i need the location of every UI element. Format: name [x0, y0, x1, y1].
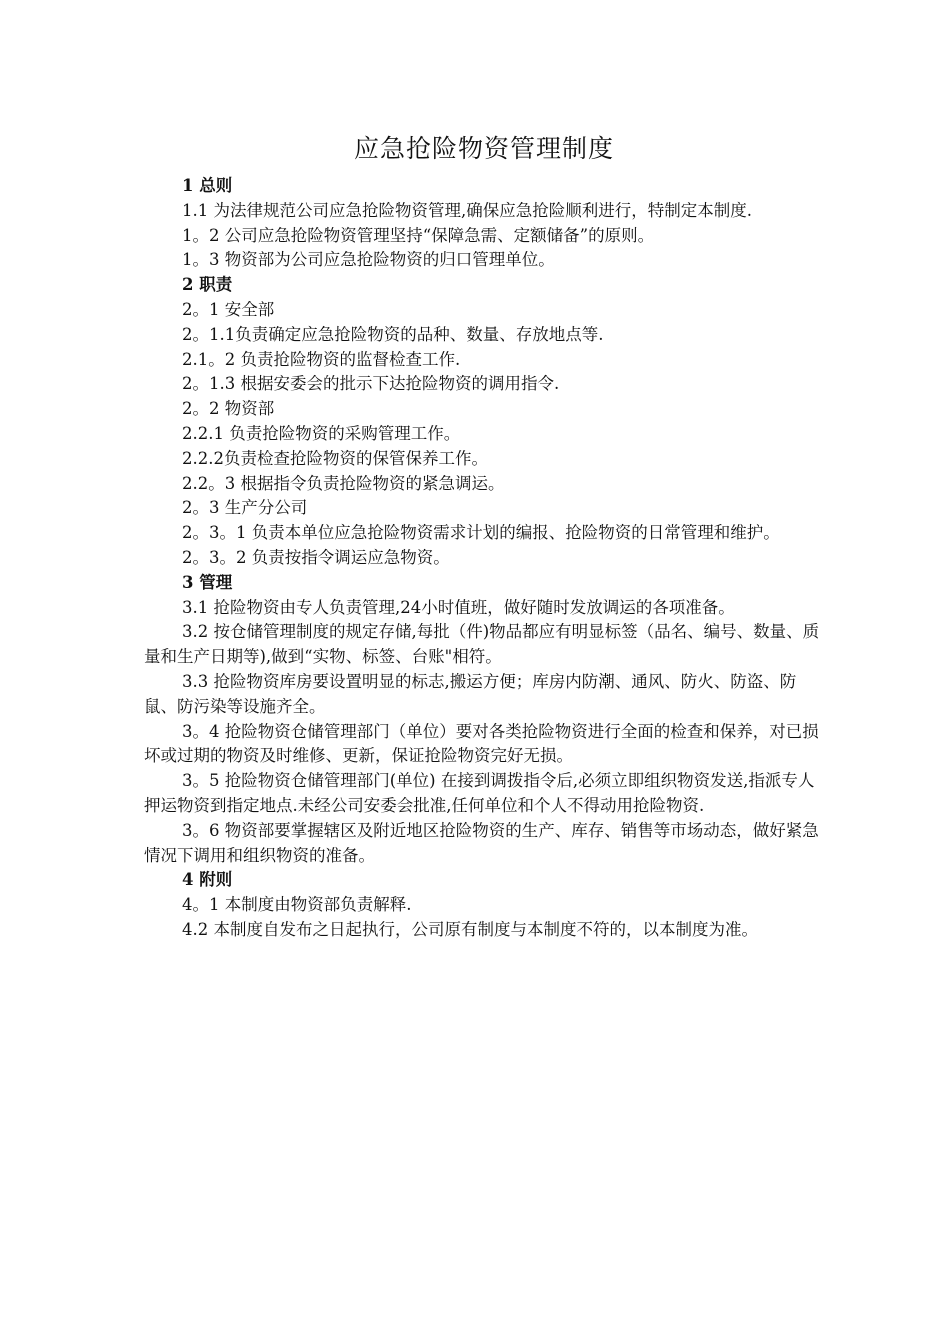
paragraph: 2。3 生产分公司 [182, 498, 308, 518]
paragraph: 1。2 公司应急抢险物资管理坚持“保障急需、定额储备”的原则。 [182, 225, 655, 245]
paragraph: 1。3 物资部为公司应急抢险物资的归口管理单位。 [182, 250, 555, 270]
paragraph: 2。1.1负责确定应急抢险物资的品种、数量、存放地点等. [182, 324, 604, 344]
paragraph: 4.2 本制度自发布之日起执行，公司原有制度与本制度不符的，以本制度为准。 [182, 919, 758, 939]
paragraph: 3.1 抢险物资由专人负责管理,24小时值班，做好随时发放调运的各项准备。 [182, 597, 735, 617]
paragraph: 2.2.2负责检查抢险物资的保管保养工作。 [182, 448, 488, 468]
paragraph: 2.1。2 负责抢险物资的监督检查工作. [182, 349, 461, 369]
paragraph: 2。3。1 负责本单位应急抢险物资需求计划的编报、抢险物资的日常管理和维护。 [182, 523, 780, 543]
paragraph: 4。1 本制度由物资部负责解释. [182, 895, 412, 915]
paragraph: 3。5 抢险物资仓储管理部门(单位) 在接到调拨指令后,必须立即组织物资发送,指派专人押运物资到指定地点.未经公司安委会批准,任何单位和个人不得动用抢险物资. [144, 771, 815, 815]
paragraph: 1.1 为法律规范公司应急抢险物资管理,确保应急抢险顺利进行，特制定本制度. [182, 200, 752, 220]
section-heading: 1 总则 [182, 176, 233, 195]
section-heading: 3 管理 [182, 572, 233, 592]
paragraph: 3.2 按仓储管理制度的规定存储,每批（件)物品都应有明显标签（品名、编号、数量、质量和生产日期等),做到“实物、标签、台账"相符。 [144, 622, 820, 667]
paragraph: 2.2.1 负责抢险物资的采购管理工作。 [182, 423, 461, 443]
paragraph: 3。4 抢险物资仓储管理部门（单位）要对各类抢险物资进行全面的检查和保养，对已损坏或过期的物资及时维修、更新，保证抢险物资完好无损。 [144, 721, 819, 766]
paragraph: 2.2。3 根据指令负责抢险物资的紧急调运。 [182, 473, 505, 493]
paragraph: 3.3 抢险物资库房要设置明显的标志,搬运方便；库房内防潮、通风、防火、防盗、防鼠、防污染等设施齐全。 [144, 671, 797, 716]
paragraph: 2。3。2 负责按指令调运应急物资。 [182, 547, 450, 567]
paragraph: 3。6 物资部要掌握辖区及附近地区抢险物资的生产、库存、销售等市场动态，做好紧急情况下调用和组织物资的准备。 [144, 820, 819, 865]
section-heading: 4 附则 [182, 870, 233, 890]
paragraph: 2。2 物资部 [182, 399, 275, 419]
document-page [144, 130, 824, 943]
paragraph: 2。1 安全部 [182, 299, 275, 319]
section-heading: 2 职责 [182, 275, 233, 295]
document-title: 应急抢险物资管理制度 [353, 134, 614, 163]
paragraph: 2。1.3 根据安委会的批示下达抢险物资的调用指令. [182, 374, 560, 394]
